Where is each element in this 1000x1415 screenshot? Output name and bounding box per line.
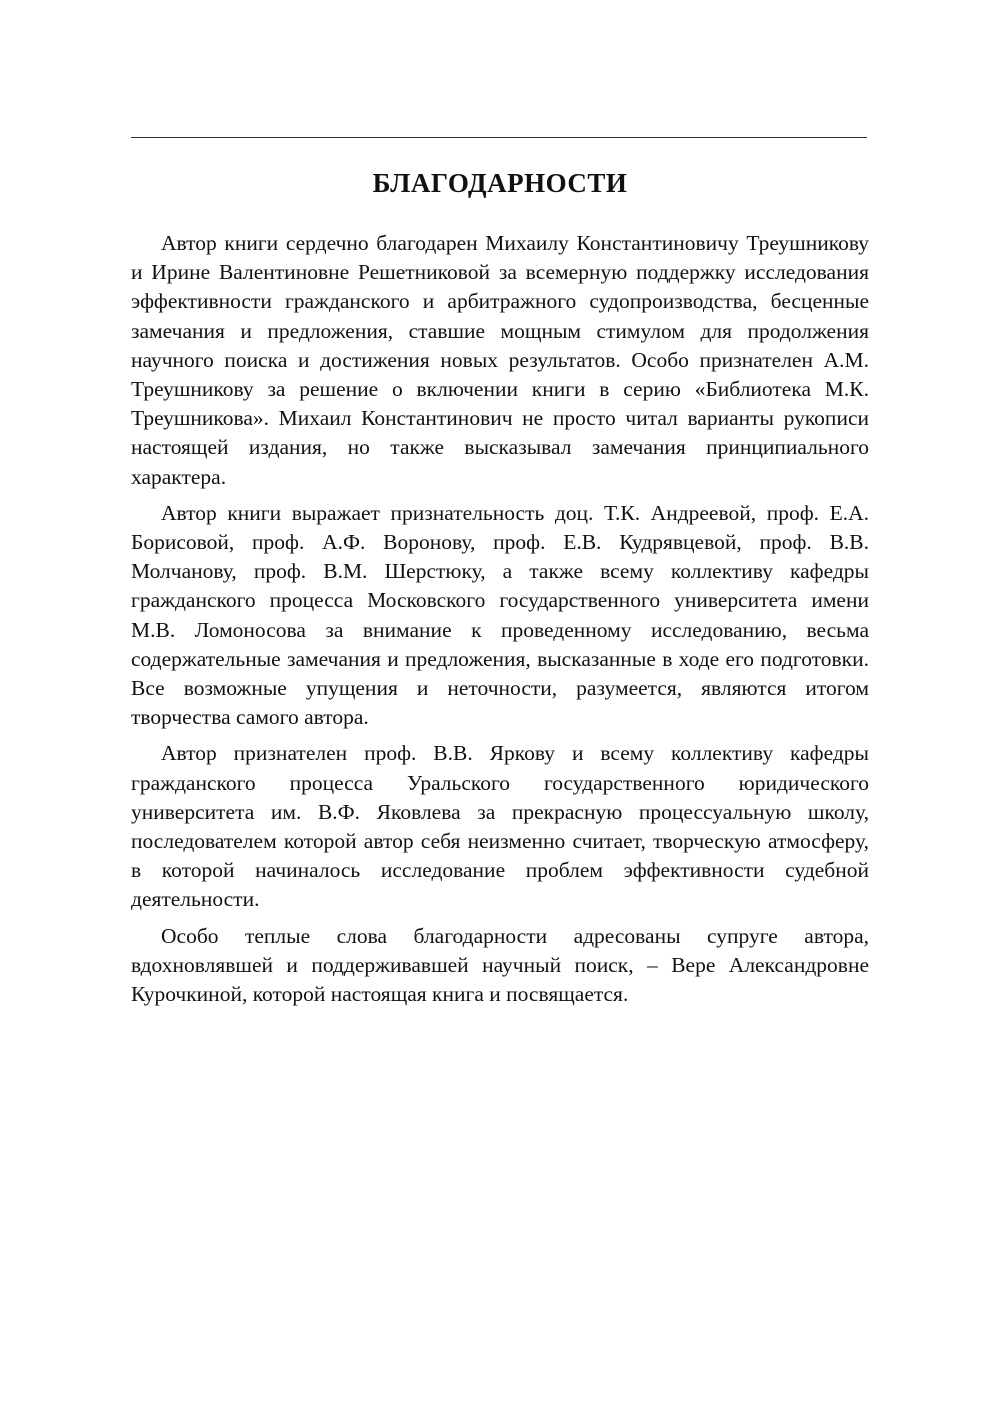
document-page bbox=[131, 0, 869, 1415]
paragraph-1: Автор книги сердечно благодарен Михаилу Константиновичу Треушникову и Ирине Валентиновне Решетниковой за всемерную поддержку исследования эффективности гражданского и арбитражного судопроизводства, бесценные замечания и предложения, ставшие мощным стимулом для продолжения научного поиска и достижения новых результатов. Особо признателен А.М. Треушникову за решение о включении книги в серию «Библиотека М.К. Треушникова». Михаил Константинович не просто читал варианты рукописи настоящей издания, но также высказывал замечания принципиального характера. bbox=[131, 231, 869, 489]
paragraph-2: Автор книги выражает признательность доц. Т.К. Андреевой, проф. Е.А. Борисовой, проф. А.Ф. Воронову, проф. Е.В. Кудрявцевой, проф. В.В. Молчанову, проф. В.М. Шерстюку, а также всему коллективу кафедры гражданского процесса Московского государственного университета имени М.В. Ломоносова за внимание к проведенному исследованию, весьма содержательные замечания и предложения, высказанные в ходе его подготовки. Все возможные упущения и неточности, разумеется, являются итогом творчества самого автора. bbox=[131, 500, 869, 730]
page-title: БЛАГОДАРНОСТИ bbox=[372, 168, 628, 198]
paragraph-3: Автор признателен проф. В.В. Яркову и всему коллективу кафедры гражданского процесса Уральского государственного юридического университета им. В.Ф. Яковлева за прекрасную процессуальную школу, последователем которой автор себя неизменно считает, творческую атмосферу, в которой начиналось исследование проблем эффективности судебной деятельности. bbox=[131, 741, 869, 912]
paragraph-4: Особо теплые слова благодарности адресованы супруге автора, вдохновлявшей и поддерживавшей научный поиск, – Вере Александровне Курочкиной, которой настоящая книга и посвящается. bbox=[131, 923, 869, 1007]
acknowledgements-text bbox=[131, 229, 869, 1016]
header-rule bbox=[131, 137, 867, 138]
